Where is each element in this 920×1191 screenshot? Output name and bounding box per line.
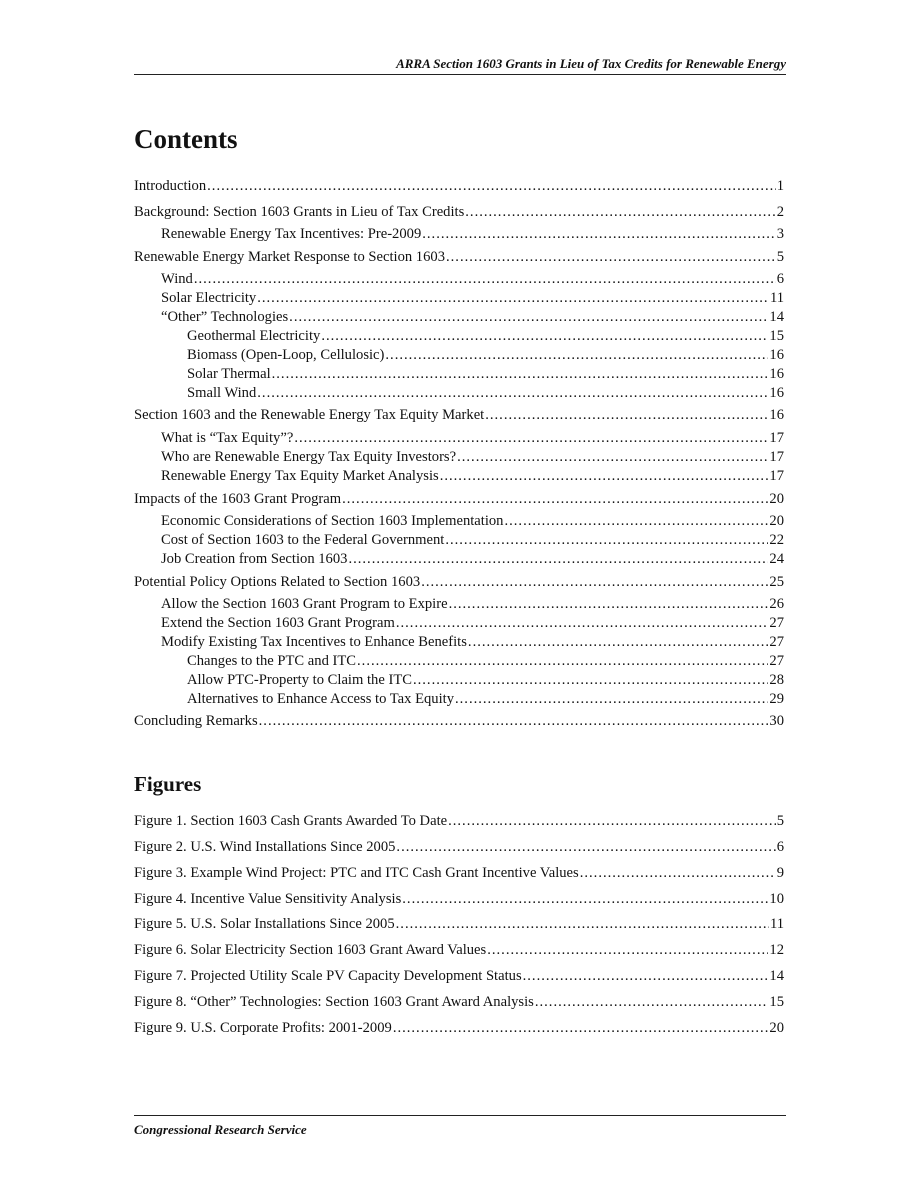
toc-leader: [446, 248, 776, 266]
toc-entry-title: Renewable Energy Market Response to Section 1603: [134, 249, 445, 265]
toc-entry-ptc-itc-changes[interactable]: [134, 652, 784, 670]
toc-entry-page: 29: [769, 691, 784, 707]
toc-entry-page: 17: [769, 430, 784, 446]
toc-leader: [321, 327, 768, 345]
toc-entry-page: 27: [769, 634, 784, 650]
toc-entry-page: 25: [769, 574, 784, 590]
toc-entry-title: Solar Thermal: [187, 366, 271, 382]
toc-entry-title: Renewable Energy Tax Equity Market Analysis: [161, 468, 439, 484]
toc-entry-market-response[interactable]: [134, 248, 784, 266]
toc-entry-tax-equity-market[interactable]: [134, 406, 784, 424]
toc-entry-title: Allow the Section 1603 Grant Program to Expire: [161, 596, 448, 612]
toc-leader: [448, 812, 776, 830]
toc-entry-title: What is “Tax Equity”?: [161, 430, 294, 446]
toc-entry-geothermal[interactable]: [134, 327, 784, 345]
toc-leader: [396, 614, 769, 632]
toc-entry-what-is-tax-equity[interactable]: [134, 429, 784, 447]
toc-leader: [465, 203, 775, 221]
toc-entry-page: 14: [769, 309, 784, 325]
toc-entry-background[interactable]: [134, 203, 784, 221]
figure-entry[interactable]: [134, 812, 784, 830]
figure-entry[interactable]: [134, 993, 784, 1011]
toc-entry-page: 1: [776, 178, 784, 194]
toc-leader: [396, 915, 769, 933]
toc-leader: [468, 633, 768, 651]
toc-leader: [402, 890, 768, 908]
toc-entry-investors[interactable]: [134, 448, 784, 466]
figure-entry-title: Figure 4. Incentive Value Sensitivity Analysis: [134, 891, 402, 907]
toc-entry-page: 11: [769, 290, 784, 306]
figure-entry-title: Figure 8. “Other” Technologies: Section 1603 Grant Award Analysis: [134, 994, 534, 1010]
figure-entry-title: Figure 5. U.S. Solar Installations Since 2005: [134, 916, 395, 932]
toc-entry-extend[interactable]: [134, 614, 784, 632]
toc-entry-solar-electricity[interactable]: [134, 289, 784, 307]
toc-entry-page: 16: [769, 347, 784, 363]
toc-entry-page: 26: [769, 596, 784, 612]
figure-entry-page: 9: [776, 865, 784, 881]
contents-heading: Contents: [134, 124, 238, 154]
toc-entry-page: 17: [769, 449, 784, 465]
toc-entry-modify-incentives[interactable]: [134, 633, 784, 651]
toc-entry-title: Geothermal Electricity: [187, 328, 321, 344]
figure-entry-page: 10: [769, 891, 784, 907]
toc-leader: [485, 406, 768, 424]
toc-leader: [257, 289, 769, 307]
toc-entry-page: 15: [769, 328, 784, 344]
toc-leader: [294, 429, 768, 447]
toc-entry-title: Who are Renewable Energy Tax Equity Investors?: [161, 449, 457, 465]
toc-entry-page: 20: [769, 513, 784, 529]
toc-leader: [357, 652, 768, 670]
toc-entry-page: 20: [769, 491, 784, 507]
toc-entry-page: 3: [776, 226, 784, 242]
toc-leader: [449, 595, 769, 613]
toc-entry-allow-expire[interactable]: [134, 595, 784, 613]
toc-entry-page: 22: [769, 532, 784, 548]
toc-entry-introduction[interactable]: [134, 177, 784, 195]
toc-entry-pre-2009-incentives[interactable]: [134, 225, 784, 243]
toc-entry-title: Impacts of the 1603 Grant Program: [134, 491, 342, 507]
toc-entry-page: 27: [769, 653, 784, 669]
figure-entry-title: Figure 1. Section 1603 Cash Grants Awarded To Date: [134, 813, 448, 829]
toc-leader: [413, 671, 768, 689]
toc-entry-title: Section 1603 and the Renewable Energy Tax Equity Market: [134, 407, 485, 423]
figure-entry-title: Figure 3. Example Wind Project: PTC and ITC Cash Grant Incentive Values: [134, 865, 579, 881]
toc-entry-cost[interactable]: [134, 531, 784, 549]
toc-entry-impacts[interactable]: [134, 490, 784, 508]
toc-leader: [272, 365, 769, 383]
figure-entry-title: Figure 9. U.S. Corporate Profits: 2001-2009: [134, 1020, 392, 1036]
toc-leader: [504, 512, 768, 530]
toc-leader: [207, 177, 776, 195]
toc-leader: [422, 225, 775, 243]
toc-entry-title: Wind: [161, 271, 193, 287]
figure-entry-page: 5: [776, 813, 784, 829]
toc-entry-economic-considerations[interactable]: [134, 512, 784, 530]
toc-entry-page: 27: [769, 615, 784, 631]
toc-entry-title: Economic Considerations of Section 1603 Implementation: [161, 513, 504, 529]
toc-leader: [457, 448, 768, 466]
toc-leader: [580, 864, 776, 882]
toc-entry-title: Concluding Remarks: [134, 713, 258, 729]
toc-entry-page: 30: [769, 713, 784, 729]
toc-entry-policy-options[interactable]: [134, 573, 784, 591]
toc-entry-page: 5: [776, 249, 784, 265]
toc-entry-page: 16: [769, 385, 784, 401]
figure-entry[interactable]: [134, 967, 784, 985]
toc-entry-page: 16: [769, 366, 784, 382]
toc-entry-page: 28: [769, 672, 784, 688]
figure-entry-page: 12: [769, 942, 784, 958]
toc-entry-title: Changes to the PTC and ITC: [187, 653, 357, 669]
figure-entry[interactable]: [134, 838, 784, 856]
toc-entry-title: Extend the Section 1603 Grant Program: [161, 615, 395, 631]
toc-entry-concluding-remarks[interactable]: [134, 712, 784, 730]
running-footer: Congressional Research Service: [134, 1115, 786, 1138]
toc-entry-title: Small Wind: [187, 385, 257, 401]
toc-entry-title: “Other” Technologies: [161, 309, 289, 325]
toc-entry-title: Allow PTC-Property to Claim the ITC: [187, 672, 412, 688]
toc-entry-title: Job Creation from Section 1603: [161, 551, 348, 567]
toc-entry-market-analysis[interactable]: [134, 467, 784, 485]
toc-leader: [385, 346, 768, 364]
figure-entry-page: 6: [776, 839, 784, 855]
toc-entry-small-wind[interactable]: [134, 384, 784, 402]
toc-leader: [445, 531, 768, 549]
toc-leader: [289, 308, 768, 326]
toc-entry-page: 24: [769, 551, 784, 567]
toc-leader: [342, 490, 768, 508]
toc-leader: [348, 550, 768, 568]
figure-entry[interactable]: [134, 890, 784, 908]
toc-entry-solar-thermal[interactable]: [134, 365, 784, 383]
toc-leader: [194, 270, 776, 288]
toc-entry-page: 6: [776, 271, 784, 287]
toc-leader: [523, 967, 769, 985]
toc-entry-job-creation[interactable]: [134, 550, 784, 568]
figure-entry[interactable]: [134, 864, 784, 882]
toc-entry-title: Potential Policy Options Related to Section 1603: [134, 574, 421, 590]
toc-leader: [393, 1019, 769, 1037]
toc-entry-title: Renewable Energy Tax Incentives: Pre-2009: [161, 226, 422, 242]
toc-leader: [455, 690, 768, 708]
toc-entry-title: Modify Existing Tax Incentives to Enhance Benefits: [161, 634, 467, 650]
figure-entry[interactable]: [134, 1019, 784, 1037]
figure-entry-page: 11: [769, 916, 784, 932]
toc-leader: [440, 467, 769, 485]
running-header: ARRA Section 1603 Grants in Lieu of Tax Credits for Renewable Energy: [134, 56, 786, 75]
toc-leader: [421, 573, 768, 591]
toc-leader: [259, 712, 769, 730]
toc-leader: [535, 993, 769, 1011]
toc-entry-biomass[interactable]: [134, 346, 784, 364]
figure-entry-title: Figure 6. Solar Electricity Section 1603 Grant Award Values: [134, 942, 487, 958]
figure-entry[interactable]: [134, 941, 784, 959]
toc-entry-title: Biomass (Open-Loop, Cellulosic): [187, 347, 385, 363]
toc-entry-wind[interactable]: [134, 270, 784, 288]
figure-entry-page: 15: [769, 994, 784, 1010]
toc-entry-page: 16: [769, 407, 784, 423]
toc-entry-page: 17: [769, 468, 784, 484]
figure-entry-title: Figure 2. U.S. Wind Installations Since 2005: [134, 839, 396, 855]
toc-entry-tax-equity-alternatives[interactable]: [134, 690, 784, 708]
toc-leader: [487, 941, 768, 959]
toc-entry-title: Background: Section 1603 Grants in Lieu of Tax Credits: [134, 204, 465, 220]
toc-entry-ptc-property-itc[interactable]: [134, 671, 784, 689]
toc-leader: [396, 838, 775, 856]
figure-entry-title: Figure 7. Projected Utility Scale PV Capacity Development Status: [134, 968, 522, 984]
toc-entry-title: Alternatives to Enhance Access to Tax Equity: [187, 691, 454, 707]
toc-entry-title: Introduction: [134, 178, 207, 194]
figure-entry-page: 14: [769, 968, 784, 984]
toc-entry-other-technologies[interactable]: [134, 308, 784, 326]
figure-entry-page: 20: [769, 1020, 784, 1036]
figures-heading: Figures: [134, 772, 202, 796]
toc-entry-title: Solar Electricity: [161, 290, 257, 306]
toc-entry-page: 2: [776, 204, 784, 220]
toc-entry-title: Cost of Section 1603 to the Federal Government: [161, 532, 445, 548]
toc-leader: [257, 384, 768, 402]
figure-entry[interactable]: [134, 915, 784, 933]
